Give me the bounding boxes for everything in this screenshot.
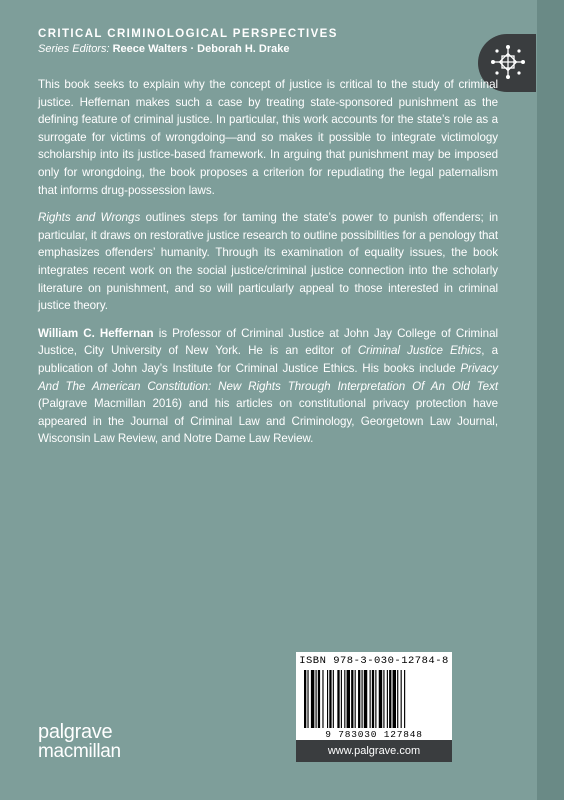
author-bio [38,325,498,448]
author-bio-text-2: , a publication of John Jay’s Institute for Criminal Justice Ethics. His books include [38,344,498,375]
previous-book-title: Privacy And The American Constitution: New Rights Through Interpretation Of An Old Text [38,361,498,393]
author-name: William C. Heffernan [38,326,154,340]
back-cover-blurb [38,76,498,458]
journal-title: Criminal Justice Ethics [357,344,482,358]
isbn-barcode [296,652,452,742]
blurb-paragraph-1: This book seeks to explain why the concept of justice is critical to the study of criminal justice. Heffernan makes such a case by treating state-sponsored punishment as the defining feature of criminal justice. In particular, this work accounts for the state’s role as a surrogate for victims of wrongdoing—and so makes it possible to integrate victimology scholarship into its justice-based framework. In arguing that punishment may be imposed only for wrongdoing, the book proposes a criterion for repudiating the legal paternalism that informs drug-possession laws. [38,78,498,197]
blurb-paragraph-2-text: outlines steps for taming the state’s power to punish offenders; in particular, it draws on restorative justice research to outline possibilities for a penology that emphasizes offenders’ humanity. Through its examination of equality issues, the book integrates recent work on the social justice/criminal justice connection into the scholarly literature on punishment, and so will particularly appeal to those interested in criminal justice theory. [38,211,499,313]
publisher-logo-line2: macmillan [38,741,121,762]
publisher-logo-line1: palgrave [38,721,113,743]
series-editors-label: Series Editors: [38,43,110,55]
series-editors [38,43,498,55]
series-title: CRITICAL CRIMINOLOGICAL PERSPECTIVES [38,28,338,40]
publisher-url-text[interactable]: www.palgrave.com [327,745,421,757]
author-bio-text-3: (Palgrave Macmillan 2016) and his articles on constitutional privacy protection have appeared in the Journal of Criminal Law and Criminology, Georgetown Law Journal, Wisconsin Law Review, and Notre Dame Law Review. [38,397,498,446]
barcode-digits: 9 783030 127848 [325,729,423,740]
series-header [38,28,498,55]
author-bio-text-1: is Professor of Criminal Justice at John Jay College of Criminal Justice, City University of New York. He is an editor of [38,326,498,358]
blurb-paragraph-2 [38,209,498,315]
publisher-url[interactable] [296,740,452,762]
book-spine [537,0,564,800]
barcode-bars [304,670,444,728]
series-editors-names: Reece Walters · Deborah H. Drake [112,43,290,55]
book-title: Rights and Wrongs [38,211,141,225]
publisher-logo [38,722,121,762]
isbn-label: ISBN 978-3-030-12784-8 [299,655,449,667]
